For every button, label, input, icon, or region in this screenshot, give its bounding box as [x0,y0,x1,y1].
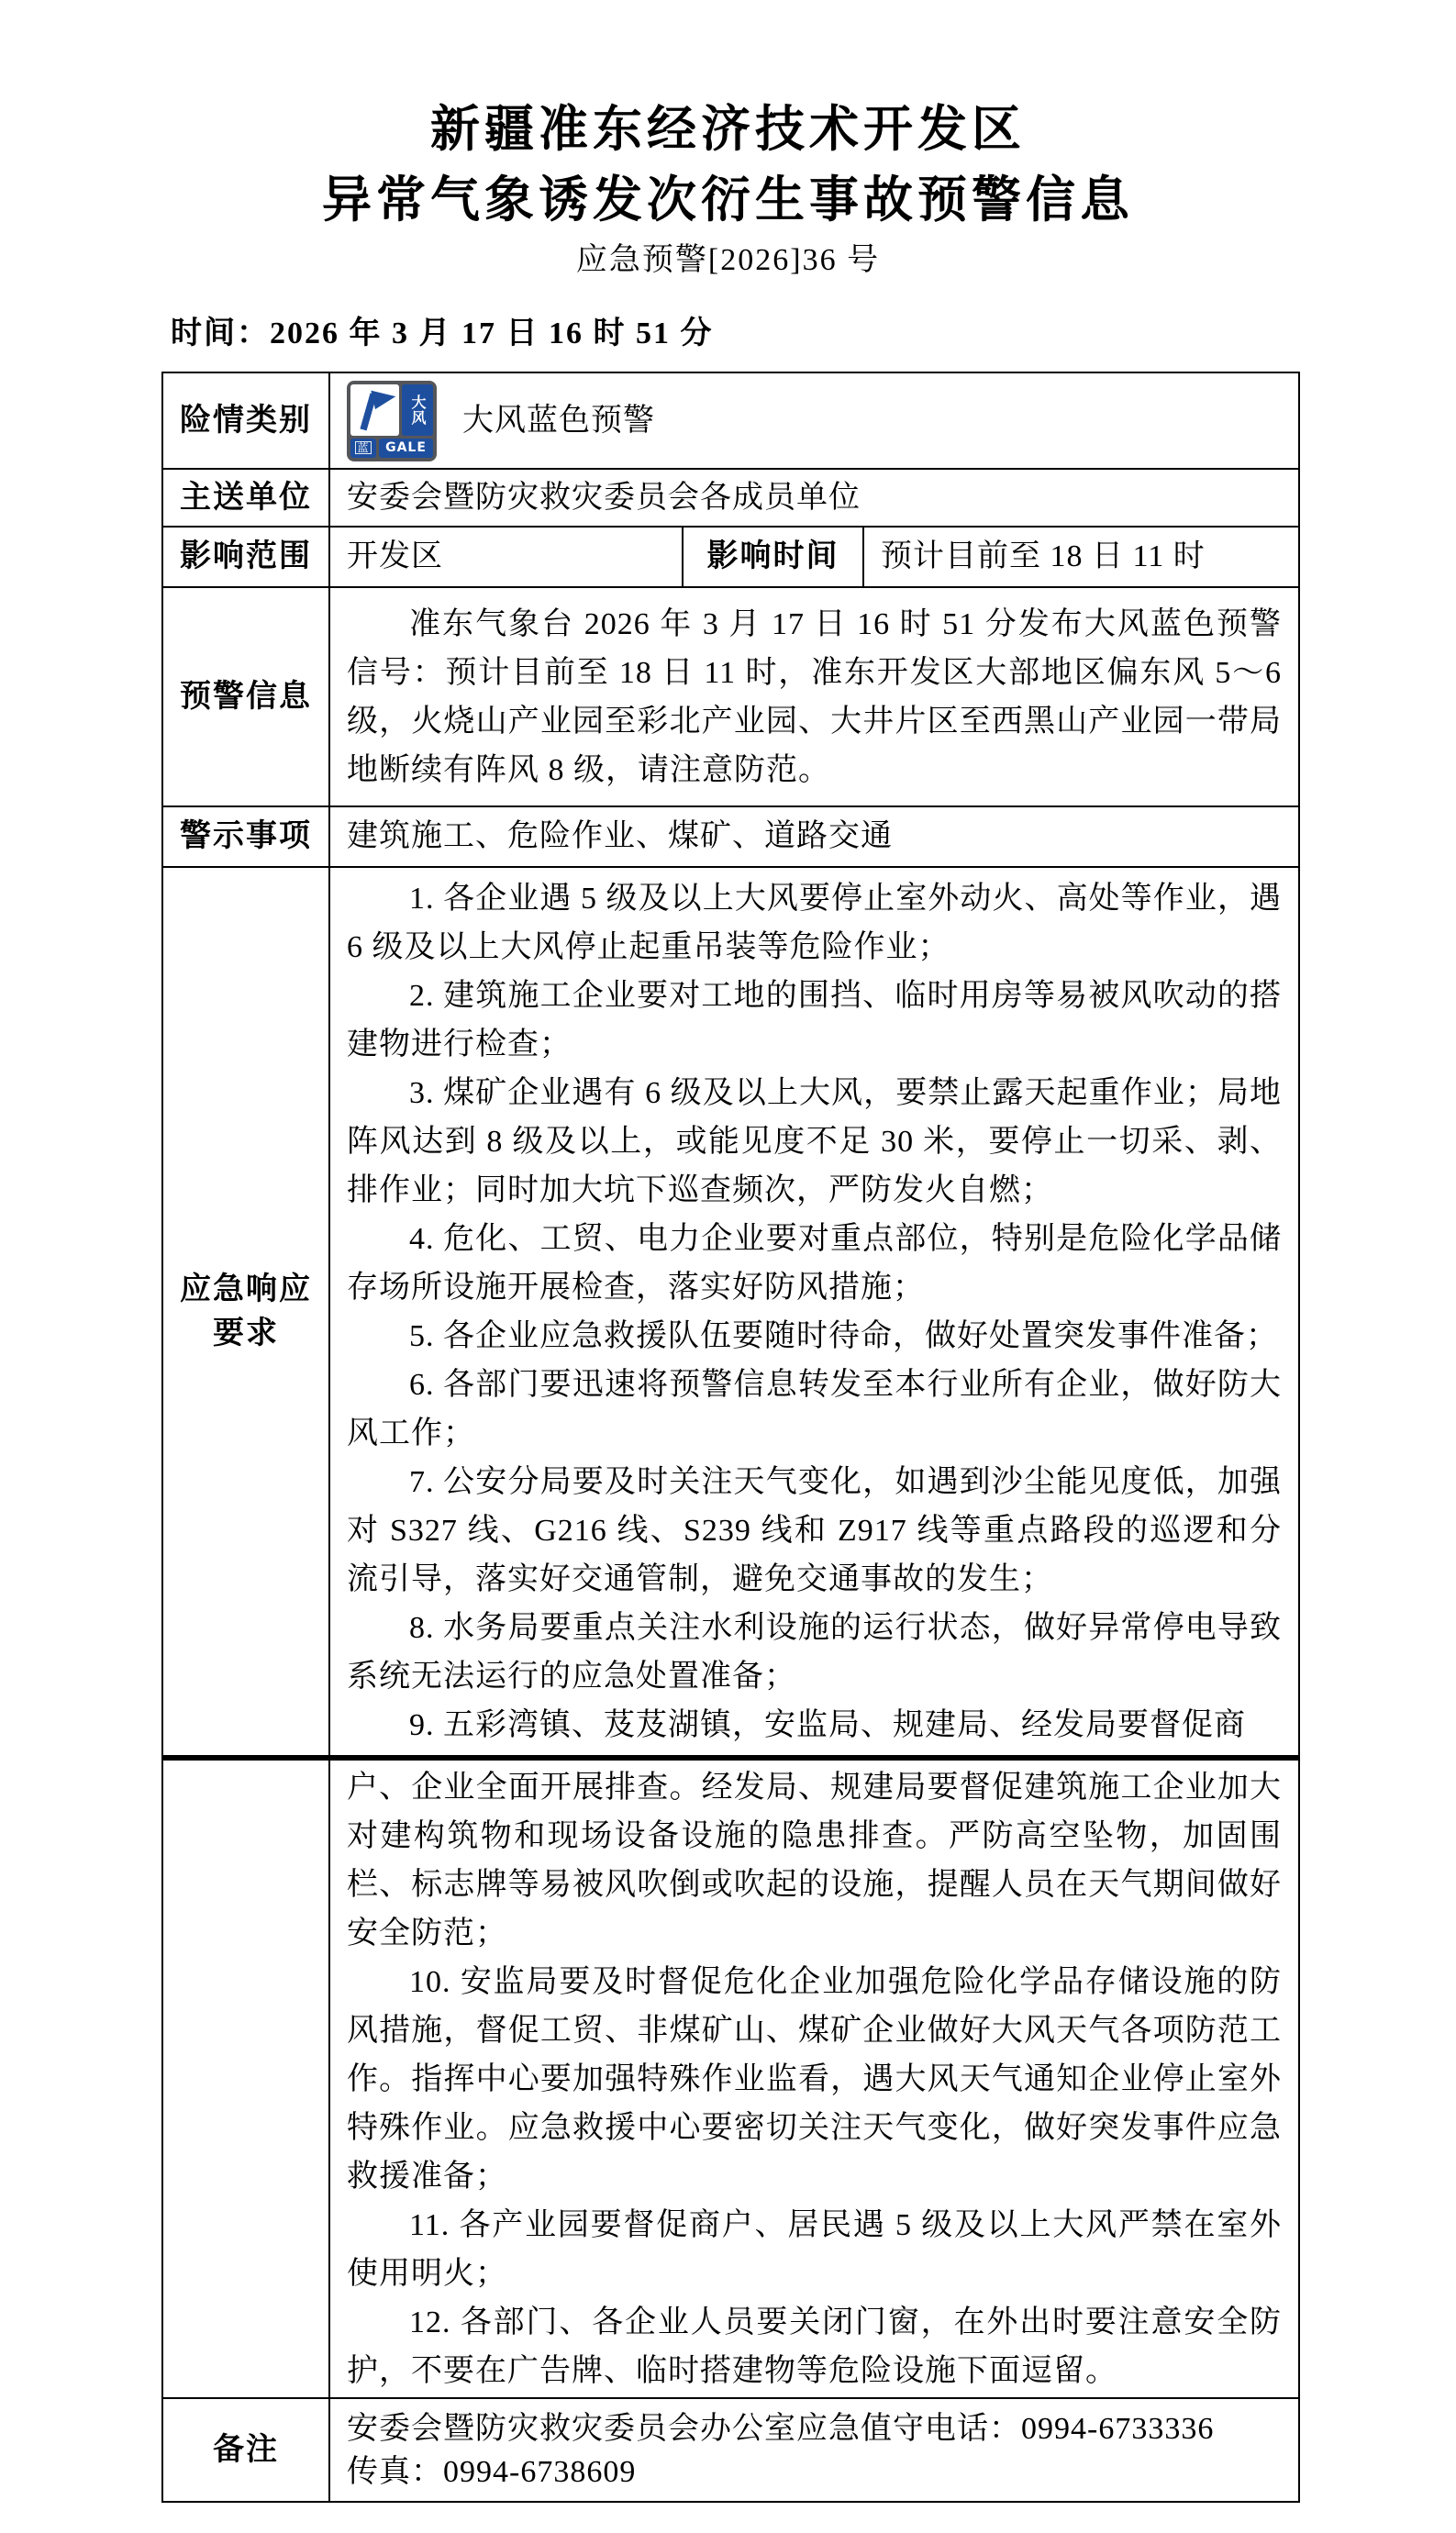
remark-fax-line: 传真：0994-6738609 [347,2454,637,2489]
response-item-10: 10. 安监局要及时督促危化企业加强危险化学品存储设施的防风措施，督促工贸、非煤矿山、煤矿企业做好大风天气各项防范工作。指挥中心要加强特殊作业监看，遇大风天气通知企业停止室外特殊作业。应急救援中心要密切关注天气变化，做好突发事件应急救援准备； [347,1964,1283,2194]
response-item-8: 8. 水务局要重点关注水利设施的运行状态，做好异常停电导致系统无法运行的应急处置准备； [347,1610,1283,1694]
response-item-9: 9. 五彩湾镇、芨芨湖镇，安监局、规建局、经发局要督促商 [409,1707,1246,1742]
document-number: 应急预警[2026]36 号 [575,243,881,277]
response-item-1: 1. 各企业遇 5 级及以上大风要停止室外动火、高处等作业，遇 6 级及以上大风停止起重吊装等危险作业； [347,881,1283,964]
risk-type-label: 险情类别 [162,372,329,469]
table-row-recipients [162,469,1299,527]
response-cell-part1 [329,867,1299,1758]
response-item-11: 11. 各产业园要督促商户、居民遇 5 级及以上大风严禁在室外使用明火； [347,2207,1283,2291]
response-item-5: 5. 各企业应急救援队伍要随时待命，做好处置突发事件准备； [409,1318,1278,1353]
scope-label: 影响范围 [162,527,329,587]
document-header [0,0,1456,352]
table-row-risk-type [162,372,1299,469]
gale-latin-text: GALE [379,439,433,458]
response-item-3: 3. 煤矿企业遇有 6 级及以上大风，要禁止露天起重作业；局地阵风达到 8 级及以上，或能见度不足 30 米，要停止一切采、剥、排作业；同时加大坑下巡查频次，严防发火自燃； [347,1075,1283,1207]
impact-time-value: 预计目前至 18 日 11 时 [863,527,1299,587]
response-item-6: 6. 各部门要迅速将预警信息转发至本行业所有企业，做好防大风工作； [347,1367,1283,1450]
gale-chinese-text: 大风 [402,384,433,436]
alert-items-value: 建筑施工、危险作业、煤矿、道路交通 [329,806,1299,867]
risk-type-value: 大风蓝色预警 [462,403,655,438]
blue-level-badge: 蓝 [350,439,376,458]
document-title-line2: 异常气象诱发次衍生事故预警信息 [322,171,1134,228]
response-item-2: 2. 建筑施工企业要对工地的围挡、临时用房等易被风吹动的搭建物进行检查； [347,978,1283,1061]
remark-phone-line: 安委会暨防灾救灾委员会办公室应急值守电话：0994-6733336 [347,2411,1215,2446]
response-item-4: 4. 危化、工贸、电力企业要对重点部位，特别是危险化学品储存场所设施开展检查，落实好防风措施； [347,1221,1283,1305]
remark-label: 备注 [162,2398,329,2502]
issue-time: 时间：2026 年 3 月 17 日 16 时 51 分 [171,317,714,350]
recipients-label: 主送单位 [162,469,329,527]
warning-info-text: 准东气象台 2026 年 3 月 17 日 16 时 51 分发布大风蓝色预警信号：预计目前至 18 日 11 时，准东开发区大部地区偏东风 5～6 级，火烧山产业园至彩北产业园、大井片区至西黑山产业园一带局地断续有阵风 8 级，请注意防范。 [347,606,1283,787]
response-item-9-cont: 户、企业全面开展排查。经发局、规建局要督促建筑施工企业加大对建构筑物和现场设备设施的隐患排查。严防高空坠物，加固围栏、标志牌等易被风吹倒或吹起的设施，提醒人员在天气期间做好安全防范； [347,1770,1283,1950]
recipients-value: 安委会暨防灾救灾委员会各成员单位 [329,469,1299,527]
table-row-response-part2 [162,1758,1299,2398]
remark-cell [329,2398,1299,2502]
response-cell-part2 [329,1758,1299,2398]
document-title-line1: 新疆准东经济技术开发区 [430,100,1026,158]
warning-info-label: 预警信息 [162,587,329,806]
table-row-response-part1 [162,867,1299,1758]
table-row-remark [162,2398,1299,2502]
table-row-warning-info [162,587,1299,806]
table-row-scope [162,527,1299,587]
response-item-7: 7. 公安分局要及时关注天气变化，如遇到沙尘能见度低，加强对 S327 线、G216 线、S239 线和 Z917 线等重点路段的巡逻和分流引导，落实好交通管制，避免交通事故的发生； [347,1464,1283,1596]
gale-blue-warning-icon [347,381,437,461]
response-label-empty [162,1758,329,2398]
response-item-12: 12. 各部门、各企业人员要关闭门窗，在外出时要注意安全防护，不要在广告牌、临时搭建物等危险设施下面逗留。 [347,2305,1283,2388]
warning-table [161,372,1300,2503]
alert-items-label: 警示事项 [162,806,329,867]
risk-type-cell [329,372,1299,469]
scope-value: 开发区 [329,527,683,587]
impact-time-label: 影响时间 [683,527,863,587]
table-row-alert-items [162,806,1299,867]
response-label: 应急响应要求 [162,867,329,1758]
warning-info-cell [329,587,1299,806]
